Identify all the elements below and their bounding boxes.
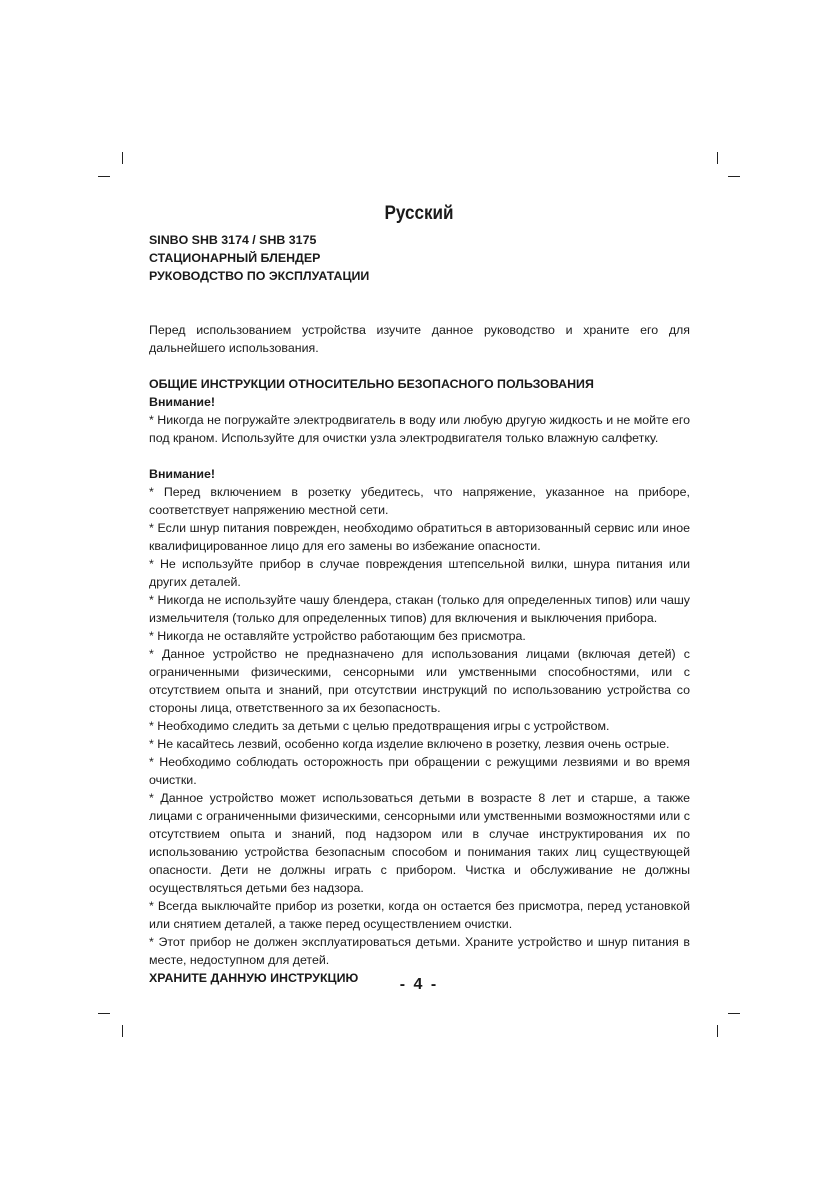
page-number: - 4 -	[399, 976, 439, 993]
crop-mark-bottom-left-horizontal	[98, 1013, 110, 1014]
crop-mark-top-left-vertical	[122, 152, 123, 164]
warning-label: Внимание!	[149, 395, 216, 409]
warning-text: * Никогда не погружайте электродвигатель в воду или любую другую жидкость и не мойте его под краном. Используйте для очистки узла электродвигателя только влажную салфетку.	[149, 413, 690, 445]
crop-mark-top-right-vertical	[717, 152, 718, 164]
crop-mark-bottom-right-horizontal	[728, 1013, 740, 1014]
safety-heading: ОБЩИЕ ИНСТРУКЦИИ ОТНОСИТЕЛЬНО БЕЗОПАСНОГО ПОЛЬЗОВАНИЯ	[149, 377, 594, 391]
warning-label: Внимание!	[149, 467, 216, 481]
closing-line: ХРАНИТЕ ДАННУЮ ИНСТРУКЦИЮ	[149, 971, 359, 985]
instruction-item: * Если шнур питания поврежден, необходимо обратиться в авторизованный сервис или иное квалифицированное лицо для его замены во избежание опасности.	[149, 521, 690, 553]
instruction-item: * Данное устройство может использоваться детьми в возрасте 8 лет и старше, а также лицами с ограниченными физическими, сенсорными или умственными возможностями или с отсутствием опыта и знаний, под надзором или в случае инструктирования их по использованию устройства безопасным способом и понимания таких лиц существующей опасности. Дети не должны играть с прибором. Чистка и обслуживание не должны осуществляться детьми без надзора.	[149, 791, 690, 895]
language-heading: Русский	[384, 203, 454, 224]
crop-mark-bottom-left-vertical	[122, 1025, 123, 1037]
instruction-item: * Необходимо соблюдать осторожность при обращении с режущими лезвиями и во время очистки.	[149, 755, 690, 787]
instruction-item: * Никогда не оставляйте устройство работающим без присмотра.	[149, 629, 526, 643]
model-line: SINBO SHB 3174 / SHB 3175	[149, 233, 317, 247]
intro-paragraph: Перед использованием устройства изучите данное руководство и храните его для дальнейшего использования.	[149, 323, 690, 355]
instruction-item: * Необходимо следить за детьми с целью предотвращения игры с устройством.	[149, 719, 610, 733]
instruction-item: * Не используйте прибор в случае повреждения штепсельной вилки, шнура питания или других деталей.	[149, 557, 690, 589]
manual-line: РУКОВОДСТВО ПО ЭКСПЛУАТАЦИИ	[149, 269, 370, 283]
crop-mark-bottom-right-vertical	[717, 1025, 718, 1037]
instruction-item: * Всегда выключайте прибор из розетки, когда он остается без присмотра, перед установкой или снятием деталей, а также перед осуществлением очистки.	[149, 899, 690, 931]
instruction-item: * Никогда не используйте чашу блендера, стакан (только для определенных типов) или чашу измельчителя (только для определенных типов) для включения и выключения прибора.	[149, 593, 690, 625]
instruction-item: * Не касайтесь лезвий, особенно когда изделие включено в розетку, лезвия очень острые.	[149, 737, 670, 751]
manual-content	[149, 231, 690, 987]
crop-mark-top-right-horizontal	[728, 176, 740, 177]
instruction-item: * Перед включением в розетку убедитесь, что напряжение, указанное на приборе, соответствует напряжению местной сети.	[149, 485, 690, 517]
instruction-item: * Этот прибор не должен эксплуатироваться детьми. Храните устройство и шнур питания в месте, недоступном для детей.	[149, 935, 690, 967]
product-line: СТАЦИОНАРНЫЙ БЛЕНДЕР	[149, 251, 321, 265]
instruction-item: * Данное устройство не предназначено для использования лицами (включая детей) с ограниченными физическими, сенсорными или умственными способностями, или с отсутствием опыта и знаний, при отсутствии инструкций по использованию устройства со стороны лица, ответственного за их безопасность.	[149, 647, 690, 715]
crop-mark-top-left-horizontal	[98, 176, 110, 177]
